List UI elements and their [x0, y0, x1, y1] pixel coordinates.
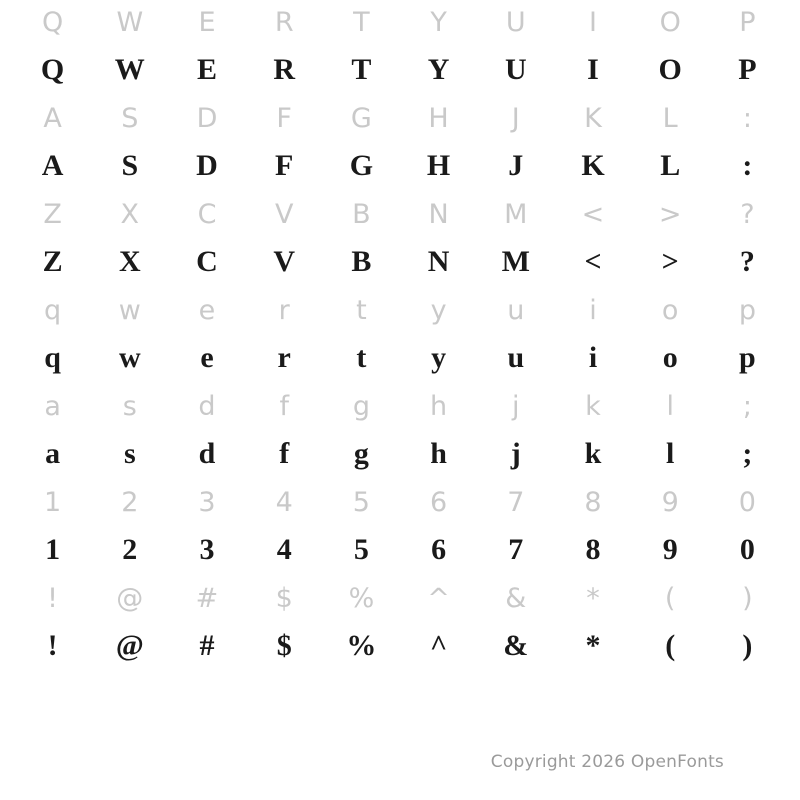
glyph-cell: S — [121, 149, 139, 182]
glyph-cell: s — [122, 390, 137, 422]
glyph-cell: N — [427, 245, 450, 278]
glyph-cell: H — [426, 149, 451, 182]
glyph-cell: G — [350, 102, 372, 134]
glyph-cell: t — [356, 341, 367, 374]
glyph-cell: C — [197, 198, 217, 230]
glyph-cell: g — [352, 390, 370, 422]
glyph-cell: V — [273, 245, 296, 278]
glyph-cell: ^ — [427, 582, 450, 614]
glyph-cell: d — [198, 437, 216, 470]
glyph-cell: f — [279, 390, 289, 422]
glyph-cell: > — [661, 245, 679, 278]
glyph-cell: j — [510, 437, 521, 470]
glyph-cell: ( — [664, 582, 676, 614]
glyph-cell: f — [279, 437, 290, 470]
glyph-cell: < — [584, 245, 602, 278]
glyph-cell: g — [353, 437, 369, 470]
glyph-cell: : — [742, 102, 752, 134]
glyph-cell: K — [581, 149, 605, 182]
glyph-cell: G — [349, 149, 374, 182]
glyph-cell: $ — [275, 582, 293, 614]
glyph-cell: R — [273, 53, 296, 86]
glyph-cell: U — [504, 53, 527, 86]
glyph-cell: > — [658, 198, 682, 230]
glyph-cell: k — [584, 437, 602, 470]
glyph-cell: F — [275, 149, 294, 182]
glyph-cell: q — [44, 294, 62, 326]
glyph-cell: 6 — [431, 533, 447, 566]
glyph-cell: r — [277, 341, 291, 374]
glyph-cell: Q — [40, 53, 65, 86]
glyph-cell: @ — [115, 629, 144, 662]
glyph-cell: $ — [276, 629, 292, 662]
glyph-cell: 5 — [352, 486, 370, 518]
glyph-cell: 7 — [508, 533, 524, 566]
glyph-cell: L — [662, 102, 678, 134]
glyph-cell: M — [504, 198, 528, 230]
glyph-cell: ; — [742, 390, 752, 422]
glyph-cell: B — [352, 198, 371, 230]
glyph-cell: ! — [47, 582, 58, 614]
glyph-cell: w — [118, 294, 141, 326]
glyph-cell: 4 — [275, 486, 293, 518]
glyph-cell: ? — [740, 198, 755, 230]
glyph-cell: y — [431, 341, 447, 374]
glyph-cell: l — [666, 437, 675, 470]
glyph-cell: y — [430, 294, 447, 326]
glyph-cell: w — [118, 341, 141, 374]
glyph-cell: Y — [430, 6, 447, 38]
glyph-cell: r — [278, 294, 290, 326]
glyph-cell: & — [505, 582, 527, 614]
glyph-cell: W — [116, 6, 144, 38]
glyph-cell: 4 — [276, 533, 292, 566]
copyright-notice: Copyright 2026 OpenFonts — [490, 752, 724, 772]
glyph-cell: p — [738, 294, 756, 326]
glyph-cell: A — [41, 149, 64, 182]
glyph-cell: E — [196, 53, 217, 86]
glyph-cell: h — [430, 437, 447, 470]
glyph-cell: 3 — [198, 486, 216, 518]
glyph-cell: I — [587, 53, 599, 86]
glyph-cell: # — [195, 582, 219, 614]
glyph-cell: J — [511, 102, 520, 134]
glyph-cell: E — [198, 6, 216, 38]
glyph-cell: J — [508, 149, 524, 182]
glyph-cell: * — [586, 582, 600, 614]
glyph-cell: B — [351, 245, 372, 278]
glyph-cell: 1 — [44, 486, 62, 518]
glyph-cell: ) — [742, 582, 753, 614]
glyph-cell: u — [507, 294, 525, 326]
glyph-cell: * — [585, 629, 601, 662]
glyph-cell: M — [501, 245, 530, 278]
glyph-cell: V — [274, 198, 294, 230]
glyph-cell: D — [196, 149, 218, 182]
glyph-cell: F — [276, 102, 292, 134]
glyph-cell: K — [584, 102, 602, 134]
glyph-cell: e — [200, 341, 214, 374]
glyph-cell: O — [659, 6, 681, 38]
glyph-cell: L — [660, 149, 681, 182]
glyph-cell: 7 — [507, 486, 525, 518]
glyph-cell: < — [581, 198, 605, 230]
glyph-cell: # — [199, 629, 215, 662]
glyph-cell: 1 — [45, 533, 61, 566]
glyph-cell: i — [589, 294, 597, 326]
glyph-cell: i — [588, 341, 598, 374]
glyph-cell: 0 — [739, 533, 755, 566]
glyph-cell: ! — [47, 629, 58, 662]
glyph-cell: a — [44, 390, 61, 422]
glyph-cell: 5 — [353, 533, 369, 566]
glyph-cell: ^ — [429, 629, 448, 662]
glyph-cell: e — [198, 294, 216, 326]
glyph-cell: S — [121, 102, 139, 134]
glyph-cell: Z — [42, 245, 63, 278]
glyph-cell: o — [661, 294, 679, 326]
glyph-cell: @ — [116, 582, 144, 614]
glyph-cell: Z — [43, 198, 62, 230]
glyph-cell: l — [666, 390, 674, 422]
glyph-cell: & — [503, 629, 529, 662]
glyph-cell: s — [123, 437, 136, 470]
glyph-cell: P — [738, 53, 757, 86]
glyph-cell: p — [739, 341, 756, 374]
glyph-cell: Y — [427, 53, 450, 86]
glyph-cell: d — [198, 390, 216, 422]
glyph-cell: u — [507, 341, 525, 374]
glyph-cell: q — [44, 341, 61, 374]
glyph-cell: a — [45, 437, 61, 470]
glyph-cell: D — [196, 102, 218, 134]
glyph-cell: ? — [739, 245, 755, 278]
glyph-cell: T — [351, 53, 372, 86]
glyph-cell: X — [118, 245, 141, 278]
glyph-cell: U — [505, 6, 526, 38]
glyph-cell: o — [662, 341, 678, 374]
glyph-cell: 9 — [662, 533, 678, 566]
glyph-cell: 8 — [584, 486, 602, 518]
glyph-cell: H — [428, 102, 449, 134]
glyph-cell: 0 — [738, 486, 756, 518]
glyph-cell: A — [43, 102, 62, 134]
glyph-cell: 6 — [429, 486, 448, 518]
glyph-cell: ( — [665, 629, 676, 662]
glyph-cell: k — [585, 390, 601, 422]
glyph-cell: j — [512, 390, 520, 422]
glyph-cell: t — [356, 294, 367, 326]
glyph-cell: 8 — [585, 533, 601, 566]
glyph-cell: h — [430, 390, 448, 422]
glyph-cell: : — [742, 149, 753, 182]
glyph-cell: % — [346, 629, 377, 662]
glyph-cell: X — [120, 198, 140, 230]
glyph-cell: P — [739, 6, 756, 38]
glyph-cell: ) — [742, 629, 753, 662]
glyph-cell: I — [589, 6, 597, 38]
glyph-cell: R — [274, 6, 294, 38]
glyph-cell: ; — [742, 437, 753, 470]
glyph-cell: T — [353, 6, 370, 38]
glyph-cell: 2 — [121, 486, 139, 518]
glyph-cell: C — [196, 245, 218, 278]
glyph-cell: 2 — [122, 533, 138, 566]
glyph-cell: N — [428, 198, 449, 230]
glyph-cell: Q — [41, 6, 64, 38]
glyph-cell: O — [658, 53, 682, 86]
glyph-cell: 3 — [199, 533, 215, 566]
glyph-cell: % — [348, 582, 375, 614]
glyph-cell: 9 — [661, 486, 679, 518]
glyph-cell: W — [114, 53, 145, 86]
